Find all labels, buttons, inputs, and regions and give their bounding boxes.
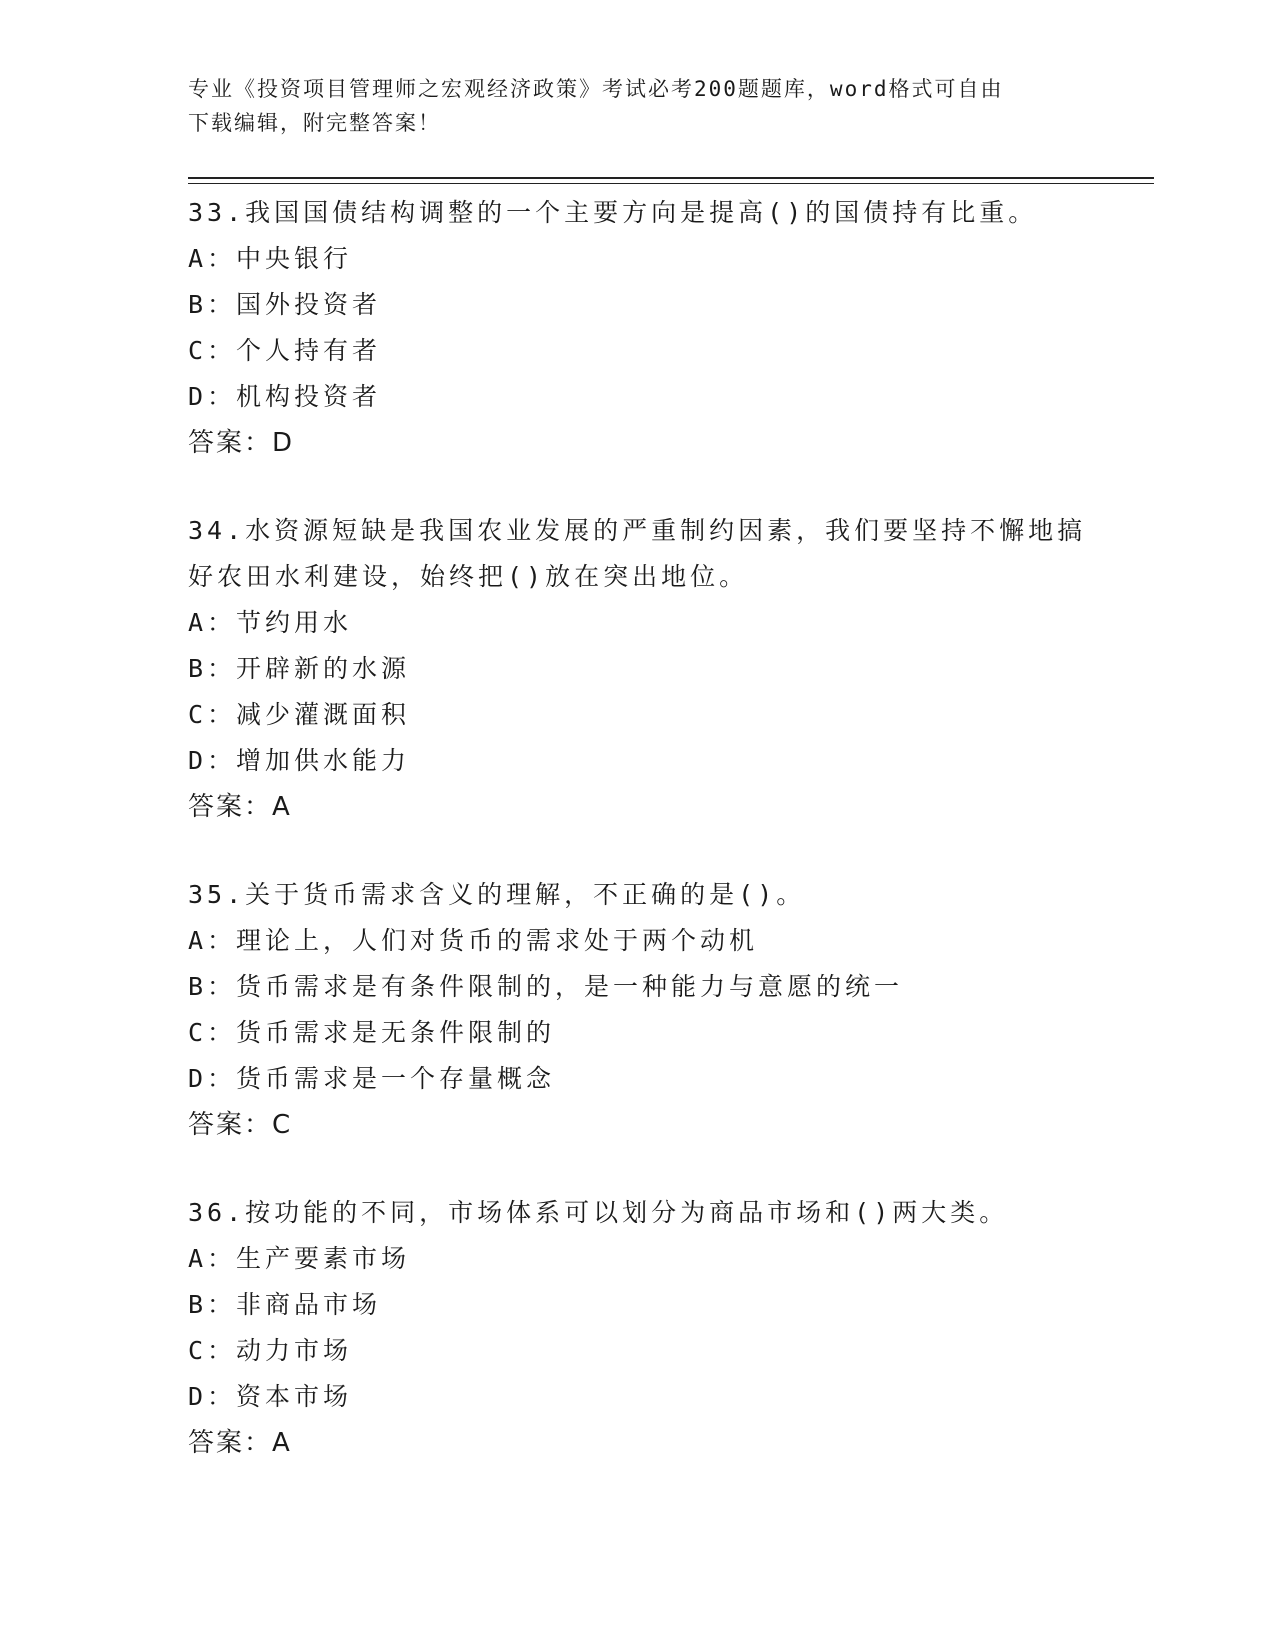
question-36	[188, 1190, 1088, 1466]
question-33	[188, 190, 1088, 466]
option-d: D：机构投资者	[188, 382, 382, 411]
question-35	[188, 872, 1088, 1148]
question-list	[188, 190, 1088, 1508]
option-c: C：货币需求是无条件限制的	[188, 1018, 556, 1047]
option-c: C：减少灌溉面积	[188, 700, 411, 729]
option-b: B：非商品市场	[188, 1290, 382, 1319]
question-34	[188, 508, 1088, 830]
option-a: A：中央银行	[188, 244, 353, 273]
option-a: A：生产要素市场	[188, 1244, 411, 1273]
question-stem: 35.关于货币需求含义的理解，不正确的是()。	[188, 880, 806, 909]
option-c: C：动力市场	[188, 1336, 353, 1365]
question-stem-line-2: 好农田水利建设，始终把()放在突出地位。	[188, 562, 749, 591]
document-header	[188, 72, 1088, 140]
option-a: A：理论上，人们对货币的需求处于两个动机	[188, 926, 759, 955]
header-divider-thick	[188, 177, 1154, 179]
answer-line: 答案：C	[188, 1110, 293, 1140]
answer-line: 答案：A	[188, 1428, 292, 1458]
option-a: A：节约用水	[188, 608, 353, 637]
option-c: C：个人持有者	[188, 336, 382, 365]
header-line-2: 下载编辑，附完整答案！	[188, 111, 441, 135]
header-divider-thin	[188, 183, 1154, 184]
option-b: B：货币需求是有条件限制的，是一种能力与意愿的统一	[188, 972, 904, 1001]
option-b: B：开辟新的水源	[188, 654, 411, 683]
question-stem-line-1: 34.水资源短缺是我国农业发展的严重制约因素，我们要坚持不懈地搞	[188, 516, 1087, 545]
answer-line: 答案：A	[188, 792, 292, 822]
question-stem: 36.按功能的不同，市场体系可以划分为商品市场和()两大类。	[188, 1198, 1009, 1227]
header-line-1: 专业《投资项目管理师之宏观经济政策》考试必考200题题库，word格式可自由	[188, 77, 1004, 101]
option-d: D：资本市场	[188, 1382, 353, 1411]
option-d: D：货币需求是一个存量概念	[188, 1064, 556, 1093]
option-d: D：增加供水能力	[188, 746, 411, 775]
answer-line: 答案：D	[188, 428, 295, 458]
question-stem: 33.我国国债结构调整的一个主要方向是提高()的国债持有比重。	[188, 198, 1038, 227]
option-b: B：国外投资者	[188, 290, 382, 319]
